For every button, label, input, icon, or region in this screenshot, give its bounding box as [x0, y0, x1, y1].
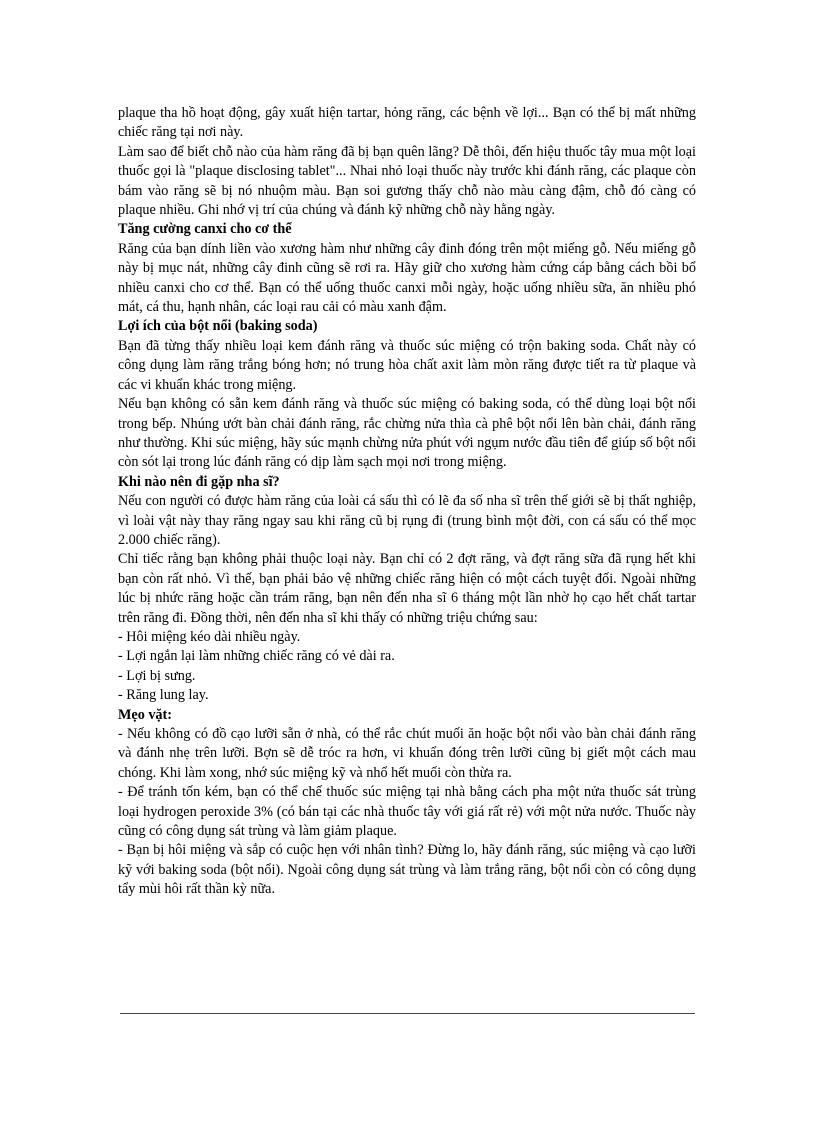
paragraph: plaque tha hồ hoạt động, gây xuất hiện tartar, hỏng răng, các bệnh về lợi... Bạn có thể bị mất những chiếc răng tại nơi này.	[118, 105, 696, 141]
tip-item: - Để tránh tốn kém, bạn có thể chế thuốc súc miệng tại nhà bằng cách pha một nửa thuốc sát trùng loại hydrogen peroxide 3% (có bán tại các nhà thuốc tây với giá rất rẻ) với một nửa nước. Thuốc này cũng có công dụng sát trùng và làm giảm plaque.	[118, 784, 696, 840]
paragraph: Bạn đã từng thấy nhiều loại kem đánh răng và thuốc súc miệng có trộn baking soda. Chất này có công dụng làm răng trắng bóng hơn; nó trung hòa chất axit làm mòn răng được tiết ra từ plaque và các vi khuẩn khác trong miệng.	[118, 337, 696, 393]
paragraph: Làm sao để biết chỗ nào của hàm răng đã bị bạn quên lãng? Dễ thôi, đến hiệu thuốc tây mua một loại thuốc gọi là "plaque disclosing tablet"... Nhai nhỏ loại thuốc này trước khi đánh răng, các plaque còn bám vào răng sẽ bị nó nhuộm màu. Bạn soi gương thấy chỗ nào màu càng đậm, chỗ đó càng có plaque nhiều. Ghi nhớ vị trí của chúng và đánh kỹ những chỗ này hằng ngày.	[118, 143, 696, 219]
section-heading: Khi nào nên đi gặp nha sĩ?	[118, 473, 280, 490]
paragraph: Nếu bạn không có sẵn kem đánh răng và thuốc súc miệng có baking soda, có thể dùng loại bột nổi trong bếp. Nhúng ướt bàn chải đánh răng, rắc chừng nửa thìa cà phê bột nổi lên bàn chải, đánh răng như thường. Khi súc miệng, hãy súc mạnh chừng nửa phút với ngụm nước đầu tiên để giúp số bột nổi còn sót lại trong lúc đánh răng có dịp làm sạch mọi nơi trong miệng.	[118, 396, 696, 471]
section-heading: Tăng cường canxi cho cơ thể	[118, 221, 292, 238]
section-heading: Mẹo vặt:	[118, 706, 172, 723]
document-body	[118, 104, 696, 900]
paragraph: Nếu con người có được hàm răng của loài cá sấu thì có lẽ đa số nha sĩ trên thế giới sẽ bị thất nghiệp, vì loài vật này thay răng ngay sau khi răng cũ bị rụng đi (trung bình một đời, con cá sấu có thể mọc 2.000 chiếc răng).	[118, 493, 696, 548]
list-item: - Lợi bị sưng.	[118, 667, 196, 684]
tip-item: - Bạn bị hôi miệng và sắp có cuộc hẹn với nhân tình? Đừng lo, hãy đánh răng, súc miệng và cạo lưỡi kỹ với baking soda (bột nổi). Ngoài công dụng sát trùng và làm trắng răng, bột nổi còn có công dụng tẩy mùi hôi rất thần kỳ nữa.	[118, 842, 696, 898]
tip-item: - Nếu không có đồ cạo lưỡi sẵn ở nhà, có thể rắc chút muối ăn hoặc bột nổi vào bàn chải đánh răng và đánh nhẹ trên lưỡi. Bợn sẽ dễ tróc ra hơn, vi khuẩn đóng trên lưỡi cũng bị giết một cách mau chóng. Khi làm xong, nhớ súc miệng kỹ và nhổ hết muối còn thừa ra.	[118, 726, 696, 781]
paragraph: Răng của bạn dính liền vào xương hàm như những cây đinh đóng trên một miếng gỗ. Nếu miếng gỗ này bị mục nát, những cây đinh cũng sẽ rơi ra. Hãy giữ cho xương hàm cứng cáp bằng cách bồi bổ nhiều canxi cho cơ thể. Bạn có thể uống thuốc canxi mỗi ngày, hoặc uống nhiều sữa, ăn nhiều phó mát, cá thu, hạnh nhân, các loại rau cải có màu xanh đậm.	[118, 240, 696, 316]
list-item: - Răng lung lay.	[118, 687, 209, 704]
paragraph: Chỉ tiếc rằng bạn không phải thuộc loại này. Bạn chỉ có 2 đợt răng, và đợt răng sữa đã rụng hết khi bạn còn rất nhỏ. Vì thế, bạn phải bảo vệ những chiếc răng hiện có một cách tuyệt đối. Ngoài những lúc bị nhức răng hoặc cần trám răng, bạn nên đến nha sĩ 6 tháng một lần nhờ họ cạo hết chất tartar trên răng đi. Đồng thời, nên đến nha sĩ khi thấy có những triệu chứng sau:	[118, 551, 696, 626]
list-item: - Hôi miệng kéo dài nhiều ngày.	[118, 628, 301, 645]
list-item: - Lợi ngắn lại làm những chiếc răng có vẻ dài ra.	[118, 648, 395, 665]
section-heading: Lợi ích của bột nổi (baking soda)	[118, 318, 318, 335]
horizontal-rule	[120, 1013, 695, 1014]
